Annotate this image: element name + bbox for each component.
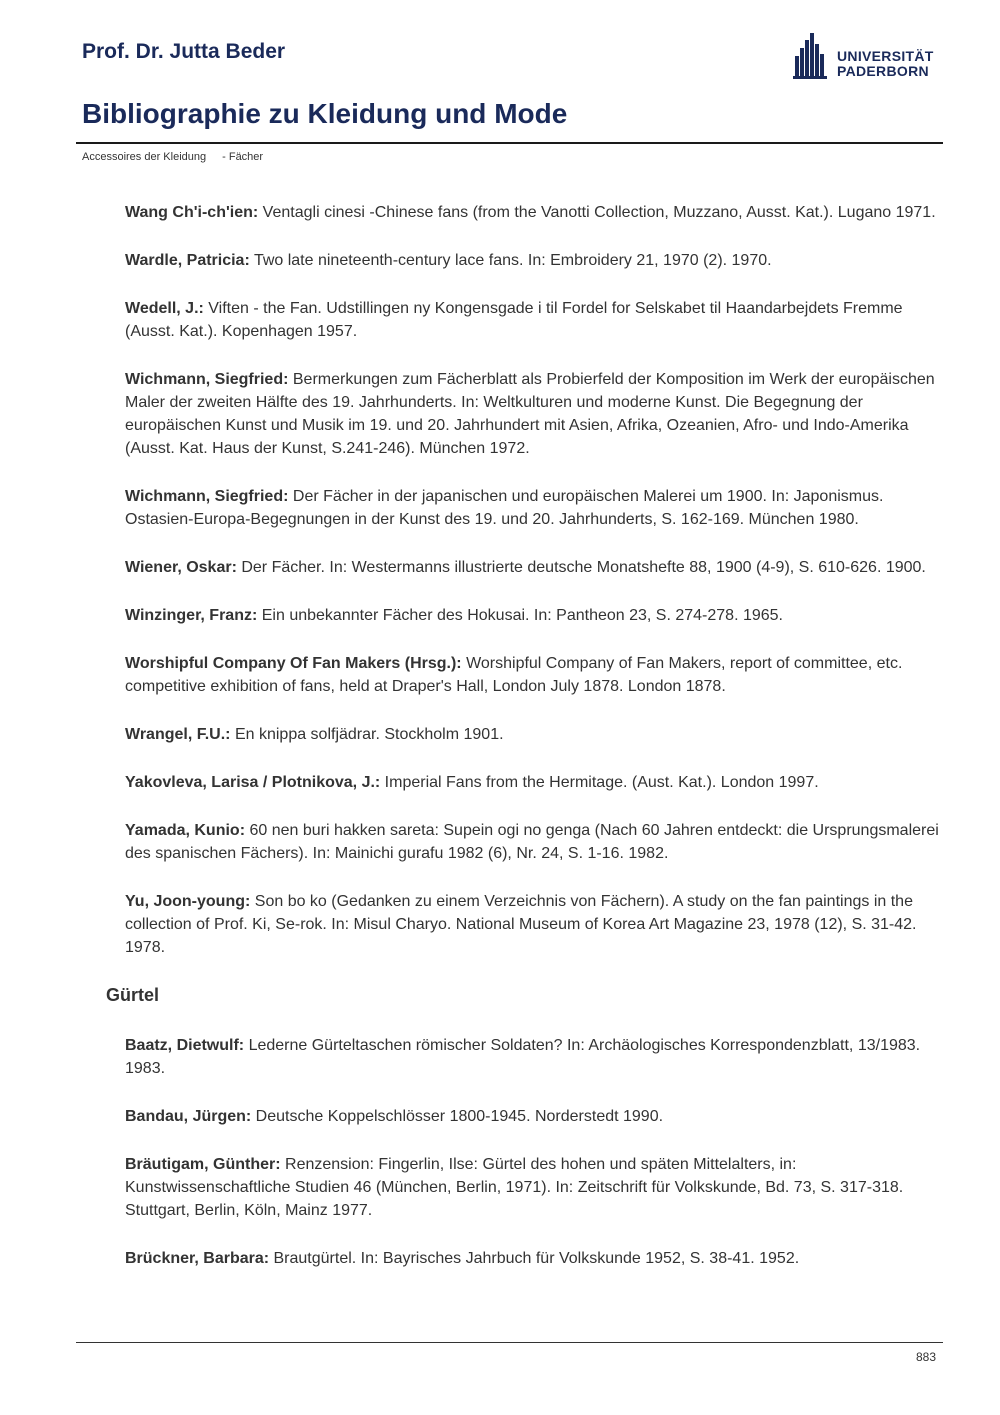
entry-text: Lederne Gürteltaschen römischer Soldaten? In: Archäologisches Korrespondenzblatt, 13/1983. 1983. bbox=[125, 1037, 921, 1077]
entry-text: Son bo ko (Gedanken zu einem Verzeichnis von Fächern). A study on the fan paintings in the collection of Prof. Ki, Se-rok. In: Misul Charyo. National Museum of Korea Art Magazine 23, 1978 (12), S. 31-42. 1978. bbox=[125, 893, 917, 956]
entry-text: Der Fächer. In: Westermanns illustrierte deutsche Monatshefte 88, 1900 (4-9), S. 610-626. 1900. bbox=[236, 559, 926, 576]
bibliography-entry bbox=[125, 819, 940, 865]
entry-text: En knippa solfjädrar. Stockholm 1901. bbox=[230, 726, 504, 743]
logo-text bbox=[837, 49, 934, 79]
bibliography-entry bbox=[125, 890, 940, 959]
bibliography-entry bbox=[125, 556, 940, 579]
university-paderborn-logo-icon bbox=[793, 32, 829, 80]
entry-author: Yu, Joon-young: bbox=[125, 893, 251, 910]
bibliography-entry bbox=[125, 1034, 940, 1080]
entry-text: 60 nen buri hakken sareta: Supein ogi no genga (Nach 60 Jahren entdeckt: die Ursprungsmalerei des spanischen Fächers). In: Mainichi gurafu 1982 (6), Nr. 24, S. 1-16. 1982. bbox=[125, 822, 939, 862]
entry-text: Deutsche Koppelschlösser 1800-1945. Norderstedt 1990. bbox=[251, 1108, 664, 1125]
entry-text: Renzension: Fingerlin, Ilse: Gürtel des hohen und späten Mittelalters, in: Kunstwissenschaftliche Studien 46 (München, Berlin, 1971). In: Zeitschrift für Volkskunde, Bd. 73, S. 317-318. Stuttgart, Berlin, Köln, Mainz 1977. bbox=[125, 1156, 904, 1219]
entry-text: Worshipful Company of Fan Makers, report of committee, etc. competitive exhibition of fans, held at Draper's Hall, London July 1878. London 1878. bbox=[125, 655, 903, 695]
entry-text: Two late nineteenth-century lace fans. In: Embroidery 21, 1970 (2). 1970. bbox=[249, 252, 772, 269]
entry-text: Viften - the Fan. Udstillingen ny Kongensgade i til Fordel for Selskabet til Haandarbejdets Fremme (Ausst. Kat.). Kopenhagen 1957. bbox=[125, 300, 903, 340]
entry-author: Bräutigam, Günther: bbox=[125, 1156, 281, 1173]
university-logo bbox=[793, 32, 943, 84]
entry-text: Bermerkungen zum Fächerblatt als Probierfeld der Komposition im Werk der europäischen Maler der zweiten Hälfte des 19. Jahrhunderts. In: Weltkulturen und moderne Kunst. Die Begegnung der europäischen Kunst und Musik im 19. und 20. Jahrhundert mit Asien, Afrika, Ozeanien, Afro- und Indo-Amerika (Ausst. Kat. Haus der Kunst, S.241-246). München 1972. bbox=[125, 371, 935, 457]
entry-author: Yamada, Kunio: bbox=[125, 822, 246, 839]
bibliography-entry bbox=[125, 201, 940, 224]
entry-text: Ventagli cinesi -Chinese fans (from the Vanotti Collection, Muzzano, Ausst. Kat.). Lugano 1971. bbox=[258, 204, 936, 221]
entry-author: Brückner, Barbara: bbox=[125, 1250, 270, 1267]
entry-author: Wrangel, F.U.: bbox=[125, 726, 231, 743]
breadcrumb-category: Accessoires der Kleidung bbox=[82, 151, 207, 163]
entry-author: Wiener, Oskar: bbox=[125, 559, 237, 576]
bibliography-entry bbox=[125, 368, 940, 460]
page-title: Bibliographie zu Kleidung und Mode bbox=[82, 98, 568, 129]
logo-line-2: PADERBORN bbox=[837, 63, 929, 79]
entry-author: Wichmann, Siegfried: bbox=[125, 371, 289, 388]
bibliography-list bbox=[106, 201, 940, 1295]
entry-text: Der Fächer in der japanischen und europäischen Malerei um 1900. In: Japonismus. Ostasien-Europa-Begegnungen in der Kunst des 19. und 20. Jahrhunderts, S. 162-169. München 1980. bbox=[125, 488, 884, 528]
entry-text: Brautgürtel. In: Bayrisches Jahrbuch für Volkskunde 1952, S. 38-41. 1952. bbox=[269, 1250, 800, 1267]
entry-author: Wedell, J.: bbox=[125, 300, 204, 317]
bibliography-entry bbox=[125, 652, 940, 698]
bibliography-entry bbox=[125, 771, 940, 794]
bibliography-entry bbox=[125, 485, 940, 531]
title-divider bbox=[76, 142, 943, 144]
bibliography-entry bbox=[125, 249, 940, 272]
entry-author: Worshipful Company Of Fan Makers (Hrsg.): bbox=[125, 655, 462, 672]
entry-author: Wardle, Patricia: bbox=[125, 252, 250, 269]
entry-author: Bandau, Jürgen: bbox=[125, 1108, 252, 1125]
breadcrumb-subcategory: - Fächer bbox=[222, 151, 264, 163]
footer-divider bbox=[76, 1342, 943, 1343]
page-number: 883 bbox=[915, 1350, 936, 1364]
bibliography-entry bbox=[125, 297, 940, 343]
bibliography-entry bbox=[125, 723, 940, 746]
bibliography-entry bbox=[125, 1105, 940, 1128]
header-author: Prof. Dr. Jutta Beder bbox=[82, 40, 286, 63]
bibliography-entry bbox=[125, 1153, 940, 1222]
entry-author: Winzinger, Franz: bbox=[125, 607, 258, 624]
entry-author: Baatz, Dietwulf: bbox=[125, 1037, 245, 1054]
logo-line-1: UNIVERSITÄT bbox=[837, 48, 934, 64]
entry-author: Wang Ch'i-ch'ien: bbox=[125, 204, 259, 221]
breadcrumb bbox=[82, 151, 263, 163]
bibliography-entry bbox=[125, 604, 940, 627]
entry-author: Wichmann, Siegfried: bbox=[125, 488, 289, 505]
entry-author: Yakovleva, Larisa / Plotnikova, J.: bbox=[125, 774, 381, 791]
bibliography-entry bbox=[125, 1247, 940, 1270]
entry-text: Ein unbekannter Fächer des Hokusai. In: Pantheon 23, S. 274-278. 1965. bbox=[257, 607, 783, 624]
entry-text: Imperial Fans from the Hermitage. (Aust. Kat.). London 1997. bbox=[380, 774, 819, 791]
section-heading-guertel: Gürtel bbox=[106, 985, 160, 1005]
